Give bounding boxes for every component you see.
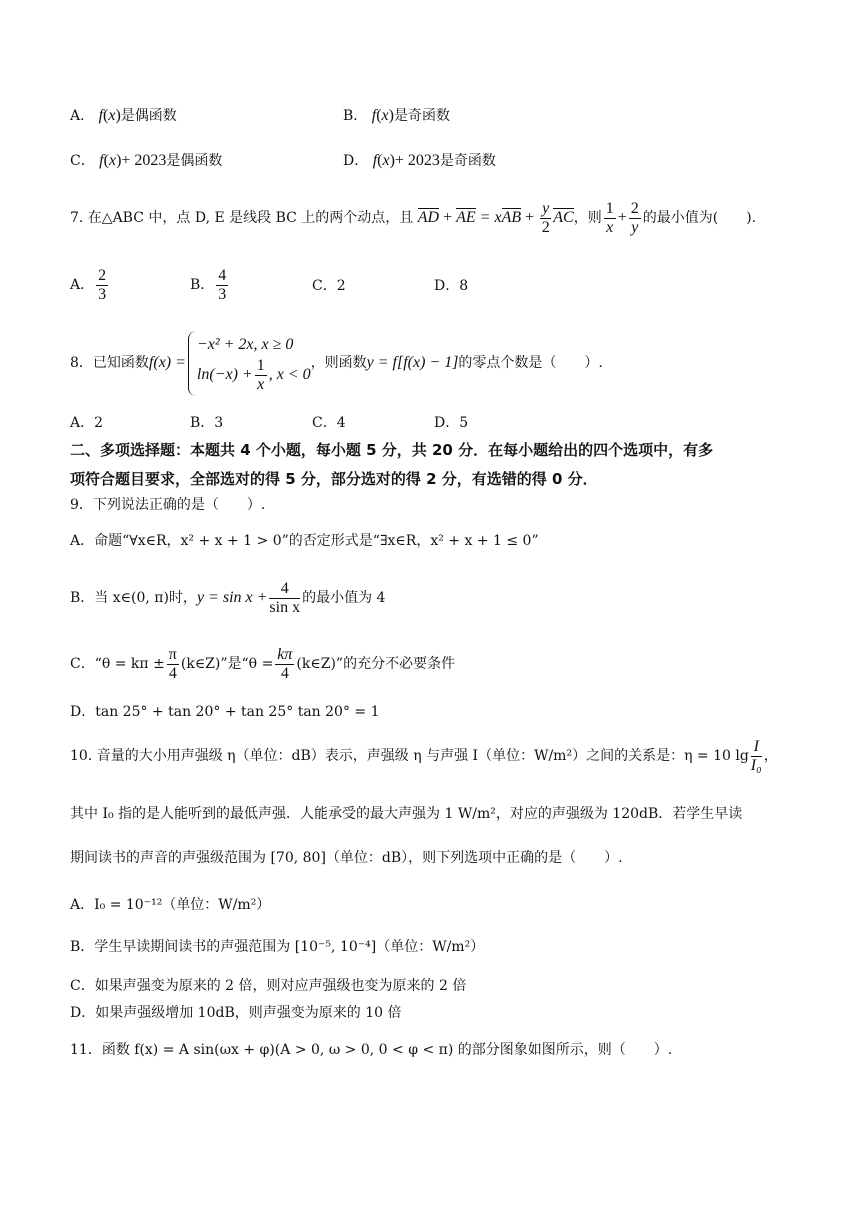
q10-option-a: A．I₀ = 10⁻¹²（单位：W/m²） bbox=[70, 897, 271, 913]
q7-option-a: A． $\frac{2}{3}$ bbox=[70, 266, 107, 303]
q6-option-b: B． f(x)是奇函数 bbox=[343, 107, 450, 124]
q10-option-c: C．如果声强变为原来的 2 倍，则对应声强级也变为原来的 2 倍 bbox=[70, 978, 467, 994]
q7-option-b: B． $\frac{4}{3}$ bbox=[190, 266, 227, 303]
q9-option-b: B．当 x∈(0, π)时，y = sin x + $\frac{4}{\text{sin x}}$ 的最小值为 4 bbox=[70, 579, 386, 616]
q9-option-d: D．tan 25° + tan 20° + tan 25° tan 20° = 1 bbox=[70, 704, 380, 720]
q9-stem: 9．下列说法正确的是（ ）. bbox=[70, 497, 266, 513]
q8-stem: 8．已知函数f(x) = −x² + 2x, x ≥ 0 ln(−x) + $\frac{1}{x}$ , x < 0 ，则函数y = f[f(x) − 1]的零点个数是（ ）. bbox=[70, 327, 603, 399]
q10-line1: 10. 音量的大小用声强级 η（单位：dB）表示，声强级 η 与声强 I（单位：W/m²）之间的关系是：η = 10 lg $\frac{I}{\text{I₀}}$ ， bbox=[70, 737, 778, 774]
q7-fraction-y-2: $\frac{y}{2}$ bbox=[541, 199, 550, 236]
q8-option-c: C．4 bbox=[312, 415, 346, 431]
q10-line2: 其中 I₀ 指的是人能听到的最低声强．人能承受的最大声强为 1 W/m²，对应的声强级为 120dB．若学生早读 bbox=[70, 806, 743, 822]
section2-heading-line2: 项符合题目要求，全部选对的得 5 分，部分选对的得 2 分，有选错的得 0 分． bbox=[70, 470, 598, 488]
q10-line3: 期间读书的声音的声强级范围为 [70, 80]（单位：dB），则下列选项中正确的是（ ）. bbox=[70, 850, 623, 866]
q10-option-b: B．学生早读期间读书的声强范围为 [10⁻⁵, 10⁻⁴]（单位：W/m²） bbox=[70, 939, 485, 955]
section2-heading-line1: 二、多项选择题：本题共 4 个小题，每小题 5 分，共 20 分．在每小题给出的四个选项中，有多 bbox=[70, 441, 714, 459]
q11-stem: 11．函数 f(x) = A sin(ωx + φ)(A > 0, ω > 0, 0 < φ < π) 的部分图象如图所示，则（ ）. bbox=[70, 1042, 673, 1058]
q8-option-b: B．3 bbox=[190, 415, 224, 431]
q8-option-a: A．2 bbox=[70, 415, 104, 431]
q7-stem: 7. 在△ABC 中，点 D, E 是线段 BC 上的两个动点，且 AD + AE = xAB + $\frac{y}{2}$ AC，则 $\frac{1}{x}$ + $\frac{2}{y}$ 的最小值为( ). bbox=[70, 199, 757, 236]
q7-fraction-2-y: $\frac{2}{y}$ bbox=[630, 199, 639, 236]
q6-option-d: D． f(x)+ 2023是奇函数 bbox=[343, 152, 496, 169]
q7-fraction-1-x: $\frac{1}{x}$ bbox=[605, 199, 614, 236]
q6-option-a: A． f(x)是偶函数 bbox=[70, 107, 177, 124]
q10-option-d: D．如果声强级增加 10dB，则声强变为原来的 10 倍 bbox=[70, 1005, 402, 1021]
q8-piecewise: −x² + 2x, x ≥ 0 ln(−x) + $\frac{1}{x}$ , x < 0 bbox=[188, 331, 311, 396]
q7-option-d: D．8 bbox=[434, 278, 469, 294]
q8-option-d: D．5 bbox=[434, 415, 469, 431]
q7-option-c: C．2 bbox=[312, 278, 346, 294]
q9-option-c: C．“θ = kπ ± $\frac{\pi}{4}$ (k∈Z)”是“θ = $\frac{k\pi}{4}$ (k∈Z)”的充分不必要条件 bbox=[70, 645, 456, 682]
q9-option-a: A．命题“∀x∈R，x² + x + 1 > 0”的否定形式是“∃x∈R，x² + x + 1 ≤ 0” bbox=[70, 533, 539, 549]
q6-option-c: C． f(x)+ 2023是偶函数 bbox=[70, 152, 223, 169]
